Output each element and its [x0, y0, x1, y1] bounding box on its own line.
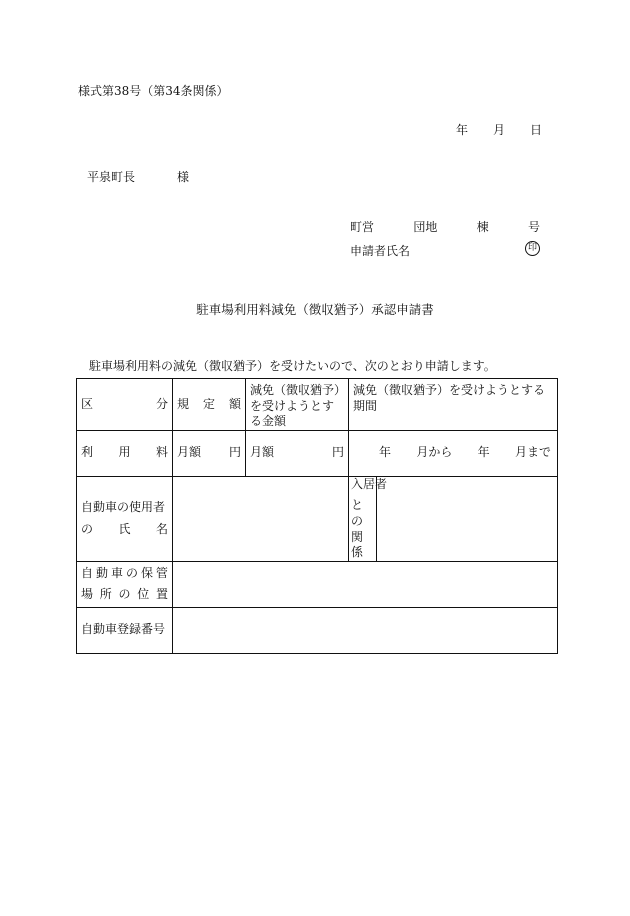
fee-reduction: 月額 円	[246, 430, 349, 476]
applicant-address	[350, 221, 540, 233]
header-reduction-amount: 減免（徴収猶予）を受けようとする金額	[246, 379, 349, 431]
date-line	[456, 124, 542, 136]
header-period: 減免（徴収猶予）を受けようとする期間	[349, 379, 558, 431]
document-title: 駐車場利用料減免（徴収猶予）承認申請書	[196, 302, 434, 317]
application-table	[76, 378, 558, 654]
address-part: 号	[527, 220, 540, 234]
header-category: 区 分	[77, 379, 173, 431]
relation-field[interactable]	[377, 476, 558, 561]
storage-row	[77, 561, 558, 607]
seal-mark: 印	[525, 241, 540, 256]
plate-row	[77, 607, 558, 653]
user-row	[77, 476, 558, 561]
form-number: 様式第38号（第34条関係）	[78, 84, 229, 98]
intro-text: 駐車場利用料の減免（徴収猶予）を受けたいので、次のとおり申請します。	[89, 359, 496, 373]
recipient	[87, 171, 189, 183]
address-part: 町営	[350, 220, 375, 234]
date-year: 年	[456, 123, 469, 137]
user-name-label: 自動車の使用者 の 氏 名	[77, 476, 173, 561]
registration-number-field[interactable]	[173, 607, 558, 653]
relation-label: 入 居 者 との関係	[349, 476, 377, 561]
date-month: 月	[492, 123, 505, 137]
storage-location-field[interactable]	[173, 561, 558, 607]
header-standard-amount: 規 定 額	[173, 379, 246, 431]
user-name-field[interactable]	[173, 476, 349, 561]
storage-location-label: 自 動 車 の 保 管 場 所 の 位 置	[77, 561, 173, 607]
fee-standard: 月額 円	[173, 430, 246, 476]
recipient-honorific: 様	[177, 170, 190, 184]
header-row	[77, 379, 558, 431]
recipient-name: 平泉町長	[87, 170, 136, 184]
applicant-name-label: 申請者氏名	[350, 244, 411, 258]
fee-label: 利 用 料	[77, 430, 173, 476]
address-part: 団地	[413, 220, 438, 234]
fee-period: 年 月から 年 月まで	[349, 430, 558, 476]
date-day: 日	[529, 123, 542, 137]
registration-number-label: 自動車登録番号	[77, 607, 173, 653]
address-part: 棟	[476, 220, 489, 234]
fee-row	[77, 430, 558, 476]
